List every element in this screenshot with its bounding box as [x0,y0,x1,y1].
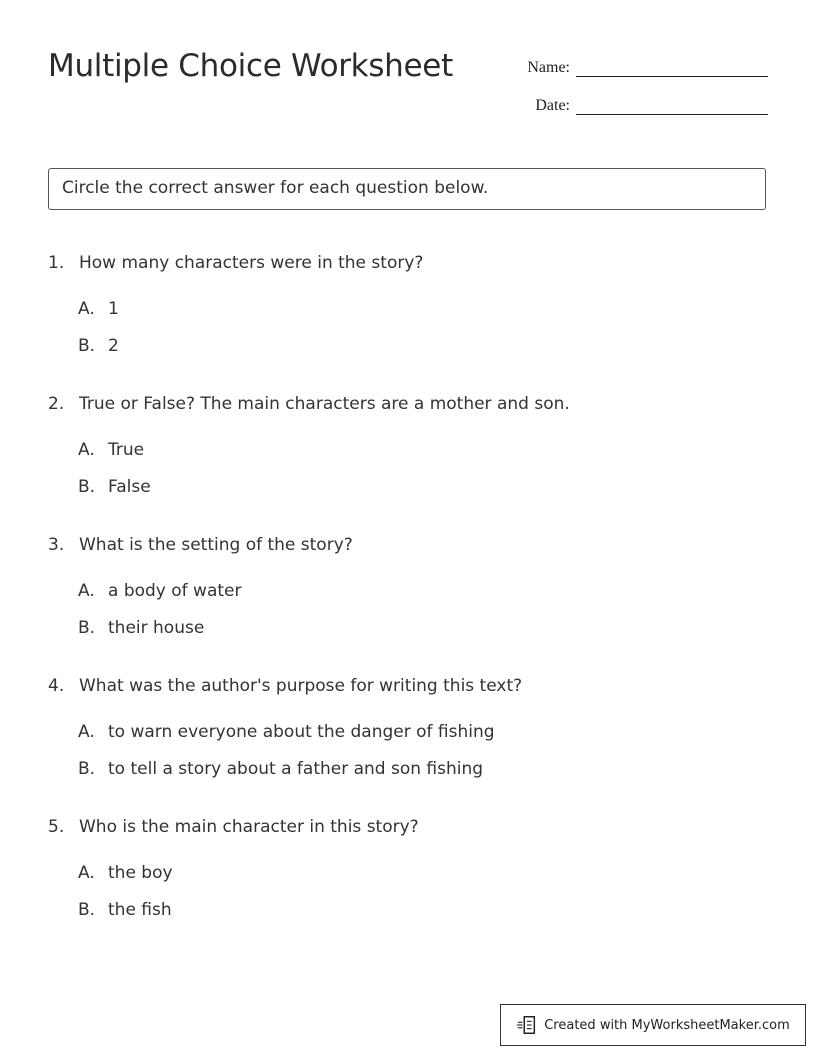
question-4 [48,673,768,782]
answer-options [48,296,768,359]
option-letter: A. [78,722,95,742]
option-text: False [108,477,151,497]
option-text: a body of water [108,581,242,601]
name-label: Name: [527,59,570,76]
option-letter: B. [78,477,96,497]
question-text: True or False? The main characters are a mother and son. [79,394,570,414]
question-number: 2. [48,394,65,414]
question-5 [48,814,768,923]
instructions-box: Circle the correct answer for each question below. [48,168,766,210]
option-b [78,756,768,782]
question-number: 3. [48,535,65,555]
option-a [78,578,768,604]
date-field [535,92,768,115]
question-text: How many characters were in the story? [79,253,424,273]
option-b [78,615,768,641]
answer-options [48,578,768,641]
footer-text: Created with MyWorksheetMaker.com [544,1017,790,1033]
option-letter: B. [78,618,96,638]
question-1 [48,250,768,359]
question-list [48,250,768,955]
option-a [78,437,768,463]
option-a [78,719,768,745]
answer-options [48,437,768,500]
option-b [78,333,768,359]
option-text: True [108,440,145,460]
name-field [527,54,768,77]
option-text: the boy [108,863,173,883]
option-letter: A. [78,440,95,460]
option-letter: A. [78,581,95,601]
worksheet-maker-logo-icon [516,1014,538,1036]
name-blank-line [576,54,768,77]
option-letter: B. [78,759,96,779]
option-text: to tell a story about a father and son fishing [108,759,484,779]
footer-badge [500,1004,806,1046]
option-letter: A. [78,863,95,883]
date-blank-line [576,92,768,115]
option-a [78,860,768,886]
page-title: Multiple Choice Worksheet [48,48,453,84]
question-text: What is the setting of the story? [79,535,353,555]
question-number: 1. [48,253,65,273]
option-letter: B. [78,900,96,920]
option-b [78,897,768,923]
option-text: 1 [108,299,119,319]
question-3 [48,532,768,641]
option-letter: A. [78,299,95,319]
question-text: Who is the main character in this story? [79,817,419,837]
option-letter: B. [78,336,96,356]
answer-options [48,860,768,923]
option-text: to warn everyone about the danger of fishing [108,722,495,742]
option-text: their house [108,618,205,638]
answer-options [48,719,768,782]
option-text: 2 [108,336,119,356]
question-number: 5. [48,817,65,837]
question-number: 4. [48,676,65,696]
question-text: What was the author's purpose for writing this text? [79,676,523,696]
date-label: Date: [535,97,570,114]
option-a [78,296,768,322]
question-2 [48,391,768,500]
option-text: the fish [108,900,172,920]
option-b [78,474,768,500]
